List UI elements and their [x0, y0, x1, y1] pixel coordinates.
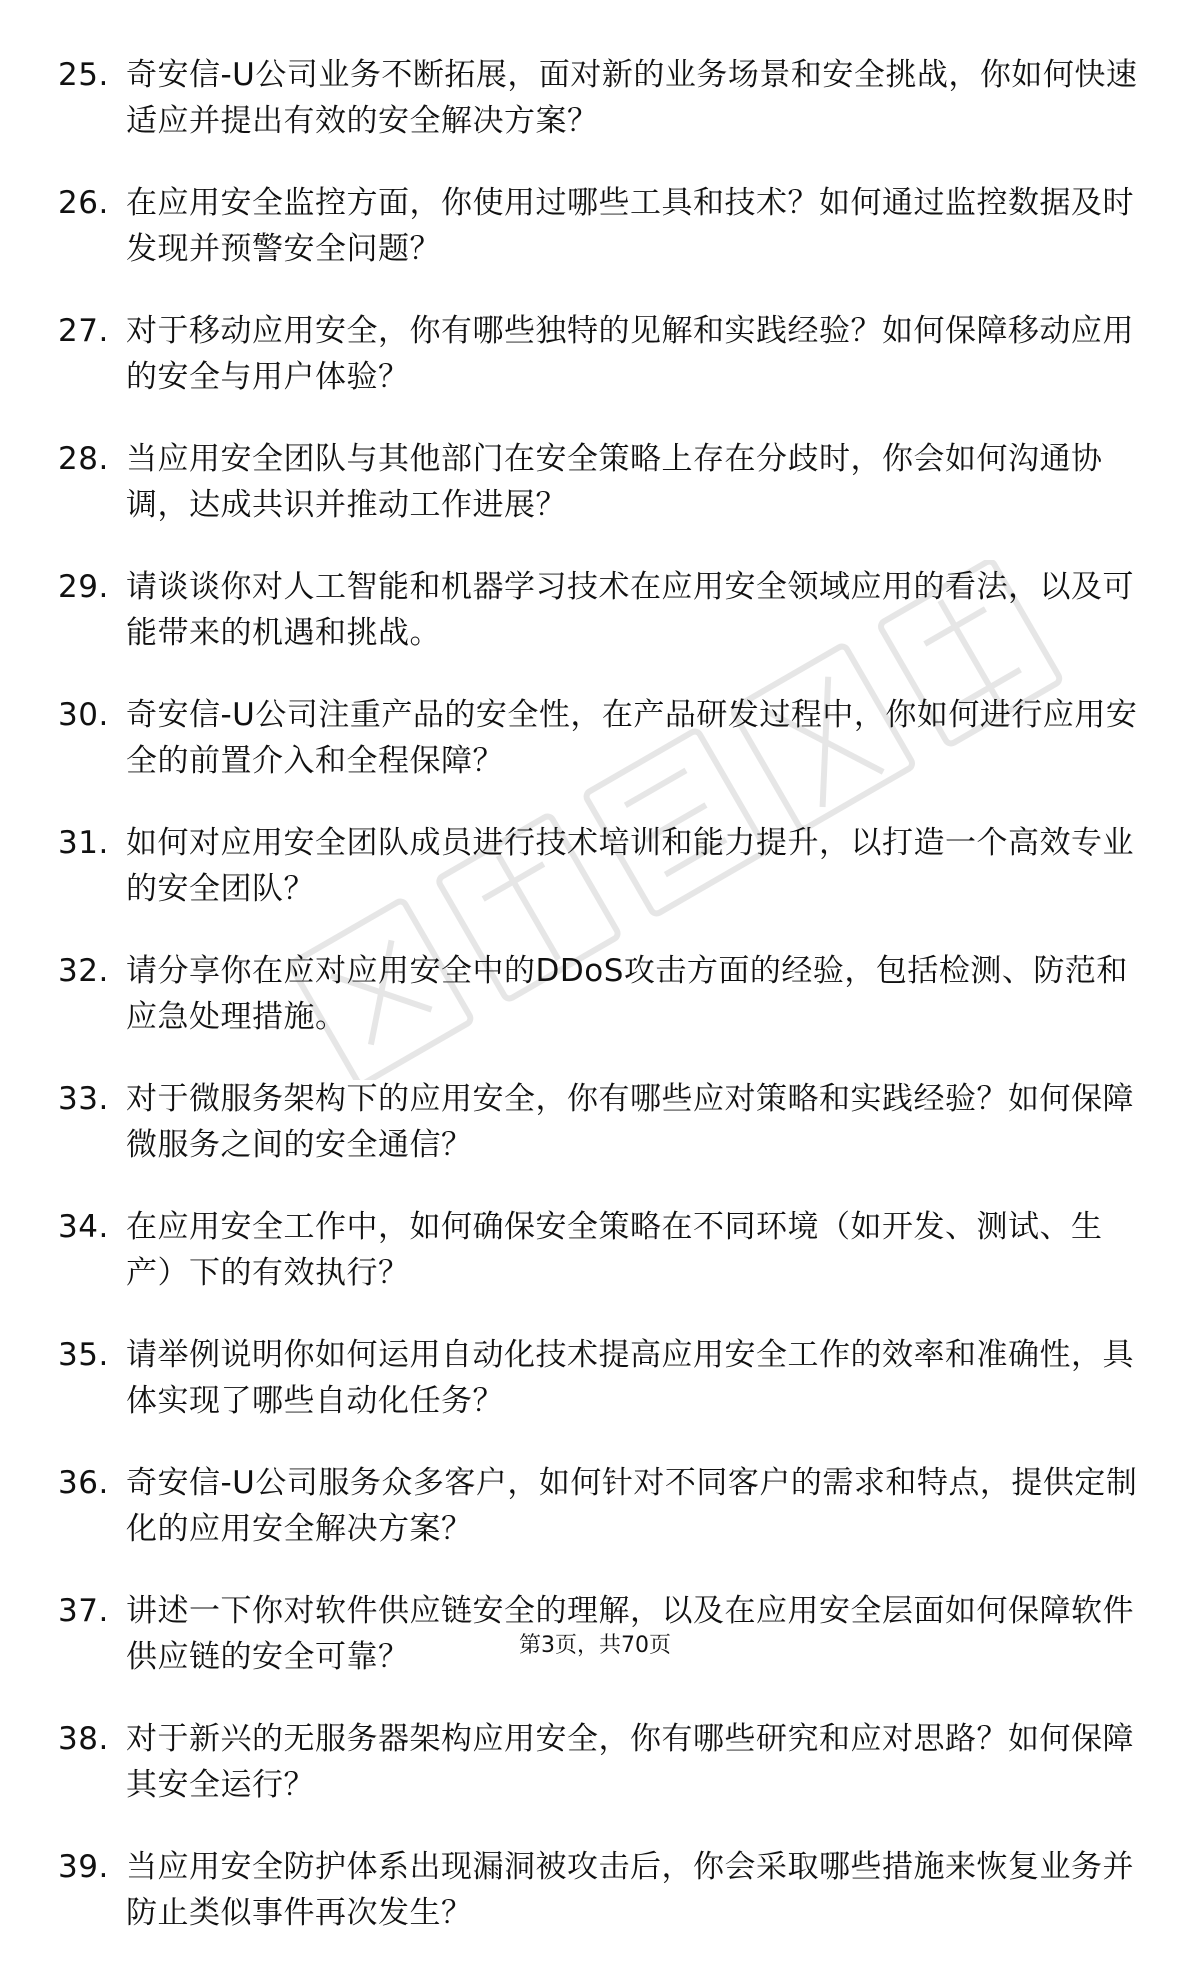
question-text: 当应用安全防护体系出现漏洞被攻击后，你会采取哪些措施来恢复业务并防止类似事件再次发生？ [126, 1849, 1134, 1931]
question-number: 32. [58, 953, 109, 989]
list-item [58, 692, 1138, 784]
question-text: 请举例说明你如何运用自动化技术提高应用安全工作的效率和准确性，具体实现了哪些自动化任务？ [126, 1337, 1134, 1419]
list-item [58, 180, 1138, 272]
question-number: 37. [58, 1593, 109, 1629]
list-item [58, 1460, 1138, 1552]
question-text: 奇安信-U公司注重产品的安全性，在产品研发过程中，你如何进行应用安全的前置介入和全程保障？ [126, 697, 1138, 779]
question-number: 31. [58, 825, 109, 861]
list-item [58, 52, 1138, 144]
list-item [58, 820, 1138, 912]
question-number: 30. [58, 697, 109, 733]
list-item [58, 436, 1138, 528]
page-footer [0, 1628, 1190, 1659]
question-text: 对于移动应用安全，你有哪些独特的见解和实践经验？如何保障移动应用的安全与用户体验？ [126, 313, 1134, 395]
list-item [58, 564, 1138, 656]
question-number: 39. [58, 1849, 109, 1885]
list-item [58, 1716, 1138, 1808]
question-text: 请分享你在应对应用安全中的DDoS攻击方面的经验，包括检测、防范和应急处理措施。 [126, 953, 1128, 1035]
question-text: 奇安信-U公司业务不断拓展，面对新的业务场景和安全挑战，你如何快速适应并提出有效的安全解决方案？ [126, 57, 1138, 139]
list-item [58, 308, 1138, 400]
question-number: 33. [58, 1081, 109, 1117]
question-list [58, 52, 1138, 1972]
page-number-label: 第3页，共70页 [519, 1633, 671, 1658]
list-item [58, 1844, 1138, 1936]
question-number: 28. [58, 441, 109, 477]
question-text: 讲述一下你对软件供应链安全的理解，以及在应用安全层面如何保障软件供应链的安全可靠？ [126, 1593, 1134, 1675]
question-number: 36. [58, 1465, 109, 1501]
list-item [58, 948, 1138, 1040]
question-number: 38. [58, 1721, 109, 1757]
list-item [58, 1076, 1138, 1168]
question-text: 当应用安全团队与其他部门在安全策略上存在分歧时，你会如何沟通协调，达成共识并推动工作进展？ [126, 441, 1103, 523]
question-text: 如何对应用安全团队成员进行技术培训和能力提升，以打造一个高效专业的安全团队？ [126, 825, 1134, 907]
question-number: 35. [58, 1337, 109, 1373]
question-text: 请谈谈你对人工智能和机器学习技术在应用安全领域应用的看法，以及可能带来的机遇和挑战。 [126, 569, 1134, 651]
question-number: 26. [58, 185, 109, 221]
question-number: 29. [58, 569, 109, 605]
question-number: 25. [58, 57, 109, 93]
question-text: 对于新兴的无服务器架构应用安全，你有哪些研究和应对思路？如何保障其安全运行？ [126, 1721, 1134, 1803]
question-text: 在应用安全工作中，如何确保安全策略在不同环境（如开发、测试、生产）下的有效执行？ [126, 1209, 1103, 1291]
question-number: 27. [58, 313, 109, 349]
list-item [58, 1204, 1138, 1296]
question-text: 奇安信-U公司服务众多客户，如何针对不同客户的需求和特点，提供定制化的应用安全解决方案？ [126, 1465, 1138, 1547]
question-number: 34. [58, 1209, 109, 1245]
question-text: 对于微服务架构下的应用安全，你有哪些应对策略和实践经验？如何保障微服务之间的安全通信？ [126, 1081, 1134, 1163]
list-item [58, 1332, 1138, 1424]
question-text: 在应用安全监控方面，你使用过哪些工具和技术？如何通过监控数据及时发现并预警安全问题？ [126, 185, 1134, 267]
